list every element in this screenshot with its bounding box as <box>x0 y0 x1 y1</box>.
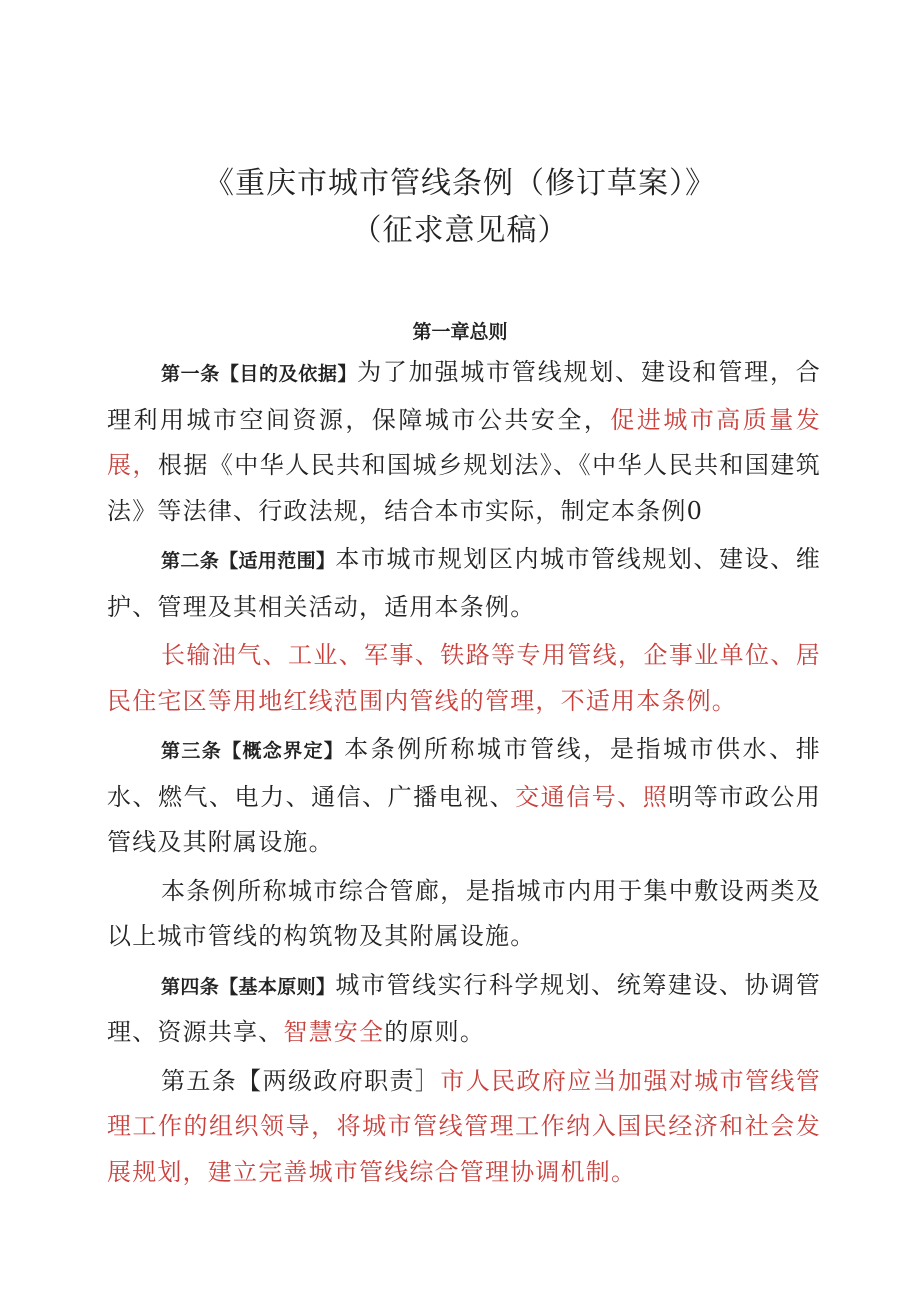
article-2 <box>107 537 821 630</box>
article-1-heading: 第一条【目的及依据】 <box>161 363 358 385</box>
chapter-title: 第一章总则 <box>412 321 508 343</box>
article-3-text-part2: 明等市政公用管线及其附属设施。 <box>107 782 822 856</box>
article-4-heading: 第四条【基本原则】 <box>161 975 336 998</box>
article-2-highlight-paragraph: 长输油气、工业、军事、铁路等专用管线，企事业单位、居民住宅区等用地红线范围内管线的管理，不适用本条例。 <box>107 641 821 715</box>
article-3-paragraph-2: 本条例所称城市综合管廊，是指城市内用于集中敷设两类及以上城市管线的构筑物及其附属设施。 <box>107 876 821 950</box>
article-1-text-part1: 为了加强城市管线规划、建设和管理，合理利用城市空间资源，保障城市公共安全， <box>107 358 821 434</box>
article-2-heading: 第二条【适用范围】 <box>161 550 336 572</box>
article-5-heading: 第五条【两级政府职责］ <box>161 1066 441 1095</box>
article-3-heading: 第三条【概念界定】 <box>161 740 345 762</box>
article-1-text-part2: 根据《中华人民共和国城乡规划法》、《中华人民共和国建筑法》等法律、行政法规，结合本市实际，制定本条例0 <box>107 451 821 525</box>
article-3-highlight: 交通信号、照 <box>515 782 669 811</box>
article-3-text-part1: 本条例所称城市管线，是指城市供水、排水、燃气、电力、通信、广播电视、 <box>107 735 821 811</box>
article-4-highlight: 智慧安全 <box>283 1018 385 1046</box>
article-5 <box>107 1059 821 1196</box>
article-1 <box>107 350 821 534</box>
article-4 <box>107 963 821 1056</box>
document-title: 《重庆市城市管线条例（修订草案）》 <box>204 166 716 201</box>
article-4-text-part2: 的原则。 <box>384 1018 486 1046</box>
article-1-highlight: 促进城市高质量发展， <box>107 405 821 479</box>
document-subtitle: （征求意见稿） <box>351 213 569 248</box>
document-body <box>107 350 821 1195</box>
article-2-text: 本市城市规划区内城市管线规划、建设、维护、管理及其相关活动，适用本条例。 <box>107 545 821 621</box>
article-4-text-part1: 城市管线实行科学规划、统筹建设、协调管理、资源共享、 <box>107 970 821 1046</box>
article-3 <box>107 727 821 866</box>
article-5-highlight: 市人民政府应当加强对城市管线管理工作的组织领导，将城市管线管理工作纳入国民经济和社会发展规划，建立完善城市管线综合管理协调机制。 <box>107 1066 821 1186</box>
